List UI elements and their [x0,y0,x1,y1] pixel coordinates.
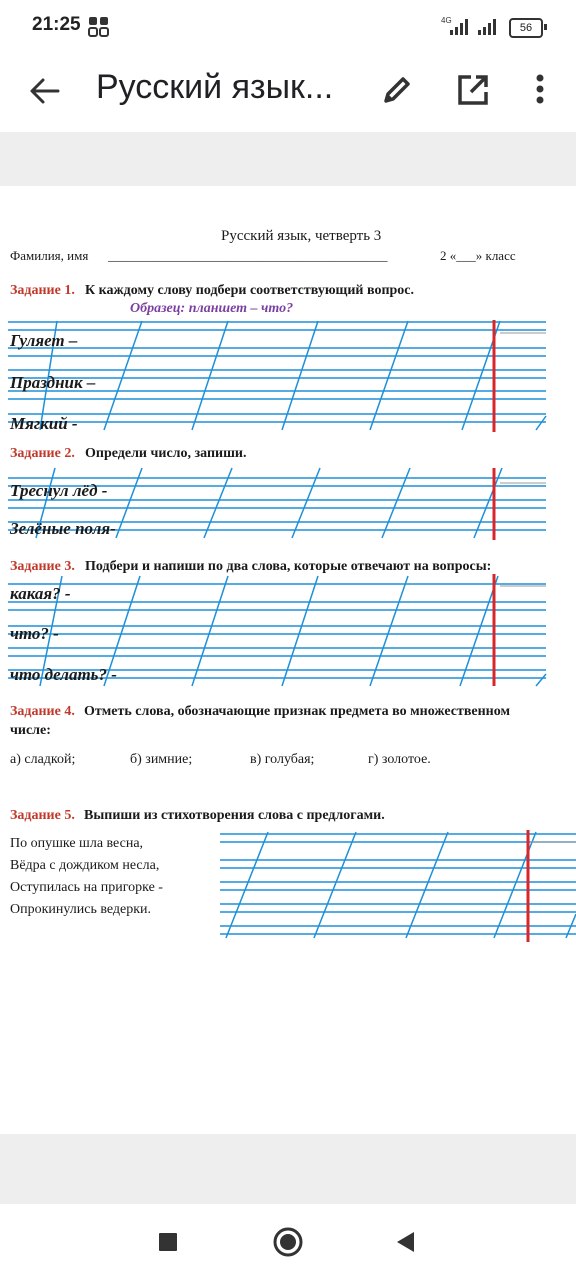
class-label: 2 «___» класс [440,248,516,263]
task1-item-3: Мягкий - [10,414,78,433]
poem-line-4: Опрокинулись ведерки. [10,902,152,917]
home-icon[interactable] [272,1226,304,1258]
signal-icon-sim2 [476,18,502,36]
doc-header: Русский язык, четверть 3 [221,228,382,244]
task4-text-line1: Отметь слова, обозначающие признак предмета во множественном [84,704,510,719]
battery-level: 56 [519,22,533,34]
task1-item-2: Праздник – [10,373,96,392]
battery-icon [509,18,543,38]
open-external-icon[interactable] [456,73,490,107]
name-label: Фамилия, имя [10,248,89,263]
task3-text: Подбери и напиши по два слова, которые отвечают на вопросы: [85,559,492,574]
status-time: 21:25 [32,14,81,35]
task1-text: К каждому слову подбери соответствующий вопрос. [85,283,415,298]
viewer-background-top [0,132,576,186]
task4-text-line2: числе: [10,723,51,738]
task3-label: Задание 3. [10,559,75,574]
task1-label: Задание 1. [10,283,75,298]
task2-item-1: Треснул лёд - [10,481,108,500]
poem-line-2: Вёдра с дождиком несла, [10,858,160,873]
edit-pencil-icon[interactable] [380,73,414,107]
task2-text: Определи число, запиши. [85,446,247,461]
signal-icon-sim1 [440,18,470,36]
task4-option-a: а) сладкой; [10,752,76,767]
more-options-icon[interactable] [530,72,550,106]
task4-option-d: г) золотое. [368,752,431,767]
task4-label: Задание 4. [10,704,75,719]
task4-option-c: в) голубая; [250,752,315,767]
document-title: Русский язык... [96,68,334,106]
ruled-lines [0,186,576,1134]
apps-grid-icon [88,16,110,38]
back-arrow-icon[interactable] [28,74,62,108]
task3-item-3: что делать? - [10,665,117,684]
document-page[interactable] [0,186,576,1134]
task5-label: Задание 5. [10,808,75,823]
status-bar [0,0,576,56]
battery-tip [544,24,547,30]
network-type: 4G [441,16,452,25]
task3-item-2: что? - [10,624,59,643]
task4-option-b: б) зимние; [130,752,193,767]
task3-item-1: какая? - [10,584,71,603]
task2-item-2: Зелёные поля- [10,519,116,538]
task2-label: Задание 2. [10,446,75,461]
task5-text: Выпиши из стихотворения слова с предлогами. [84,808,385,823]
back-nav-icon[interactable] [394,1230,416,1254]
poem-line-3: Оступилась на пригорке - [10,880,163,895]
navigation-bar [0,1204,576,1280]
poem-line-1: По опушке шла весна, [10,836,144,851]
viewer-background-bottom [0,1134,576,1204]
task1-item-1: Гуляет – [10,331,78,350]
recent-apps-icon[interactable] [158,1232,178,1252]
task1-sample: Образец: планшет – что? [130,301,294,316]
name-line: ___________________________________________ [108,248,388,263]
